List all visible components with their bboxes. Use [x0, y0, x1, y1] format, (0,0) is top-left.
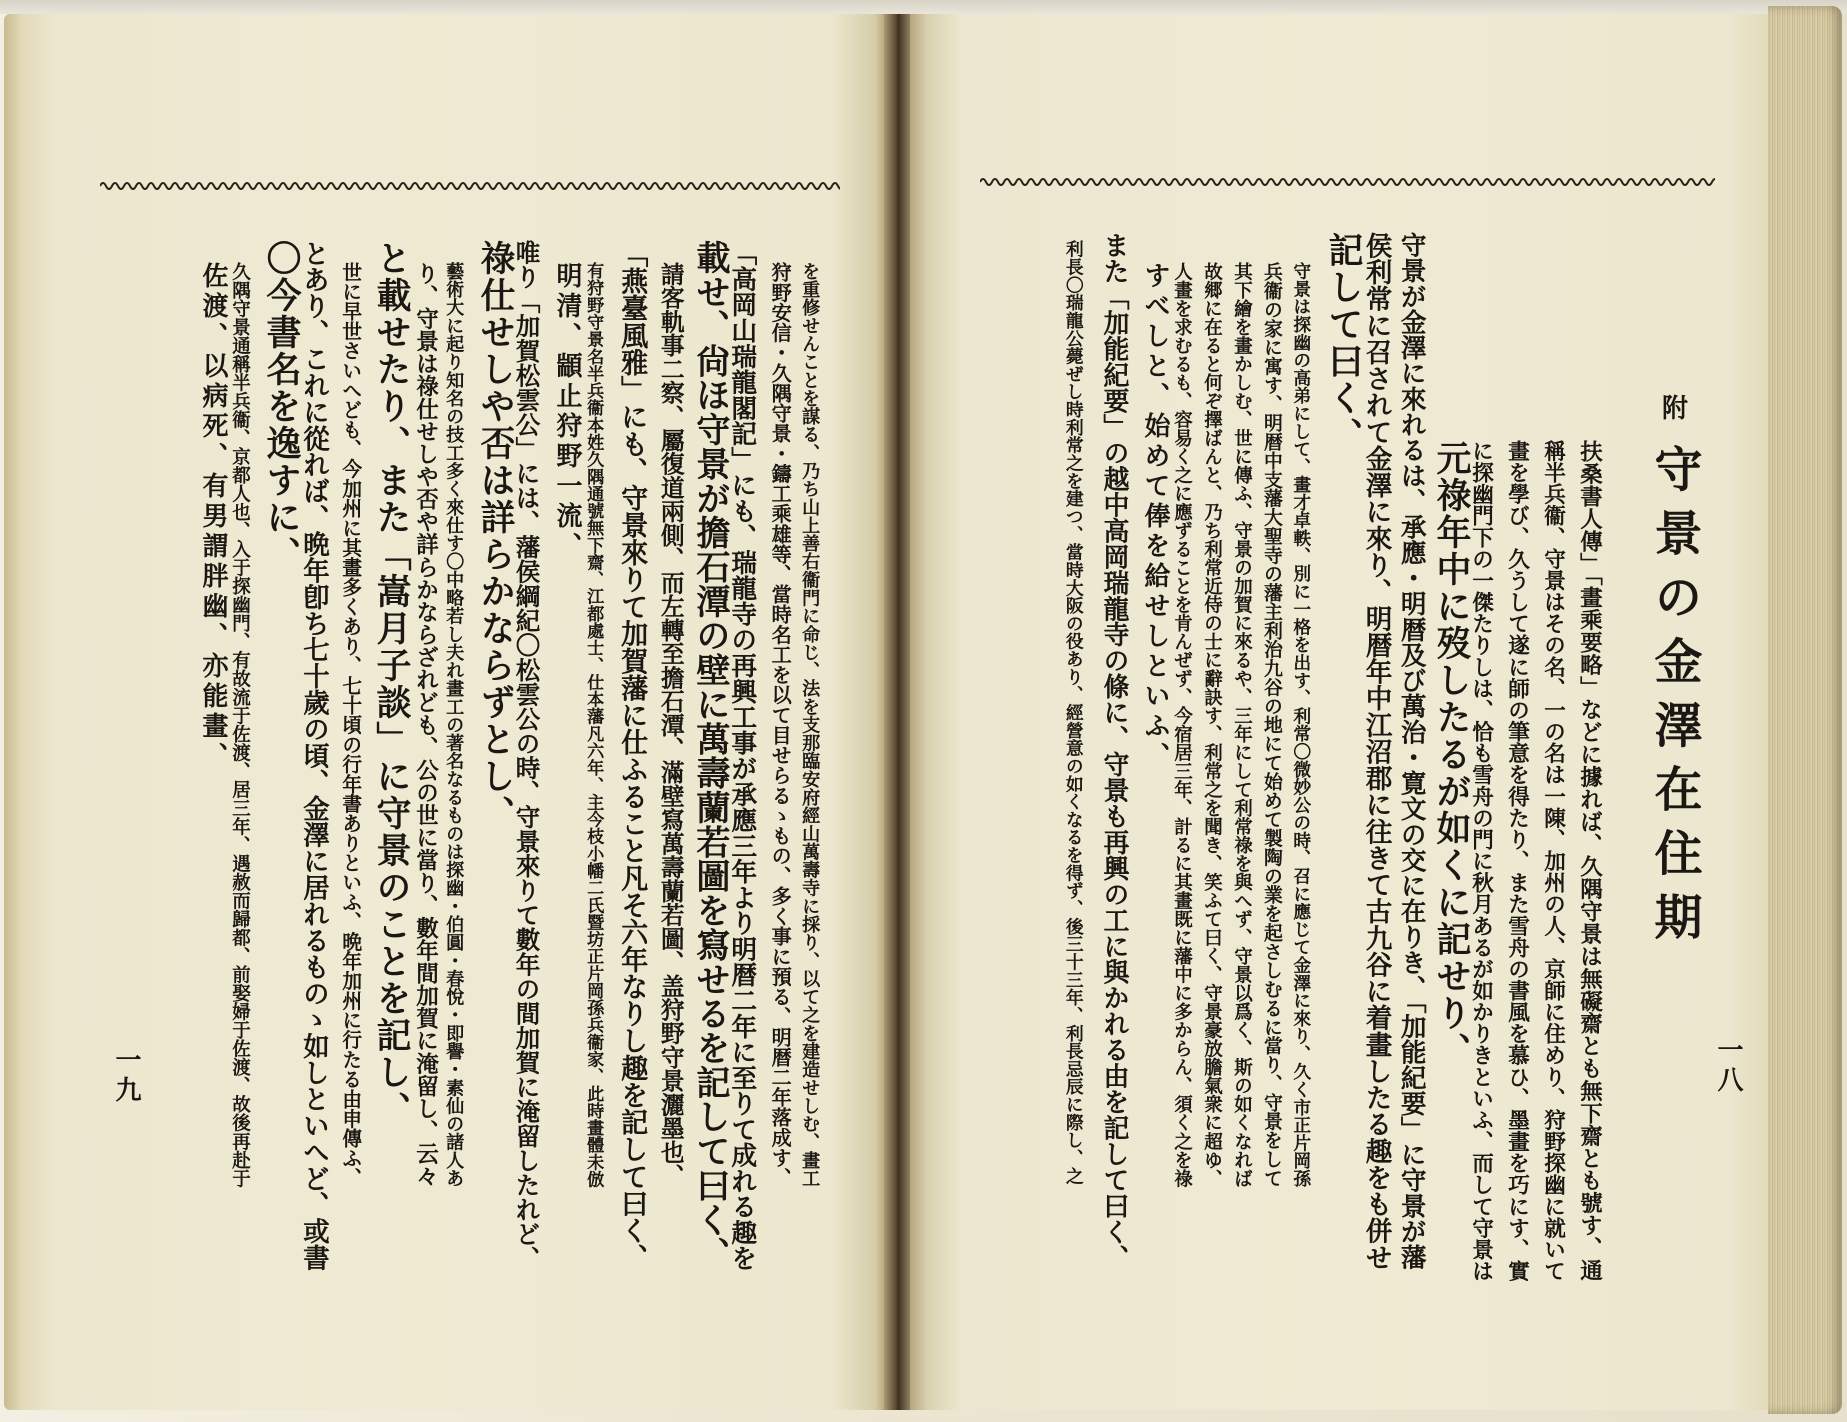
text-column: り、守景は祿仕せしや否や詳らかならざれども、公の世に當り、數年間加賀に淹留し、云々 — [412, 262, 439, 1188]
text-column: 侯利常に召されて金澤に來り、明暦年中江沼郡に往きて古九谷に着畫したる趣をも併せ — [1360, 232, 1392, 1271]
text-column: 祿仕せしや否は詳らかならずとし、 — [475, 240, 516, 832]
appendix-mark: 附 — [1662, 394, 1689, 424]
text-column: と載せたり、また「嵩月子談」に守景のことを記し、 — [371, 240, 412, 1128]
chapter-title: 守景の金澤在住期 — [1646, 444, 1702, 956]
text-column: また「加能紀要」の越中高岡瑞龍寺の條に、守景も再興の工に與かれる由を記して曰く、 — [1098, 232, 1129, 1271]
text-column: 利長〇瑞龍公薨ぜし時利常之を建つ、當時大阪の役あり、經營意の如くなるを得ず、後三十三年、利長忌辰に際し、之 — [1062, 240, 1084, 1185]
text-column: 元祿年中に歿したるが如くに記せり、 — [1431, 440, 1472, 1069]
left-header-rule — [100, 178, 840, 194]
text-column: を重修せんことを謀る、乃ち山上善右衞門に命じ、法を支那臨安府經山萬壽寺に採り、以て之を建造せしむ、畫工 — [799, 262, 821, 1188]
text-column: 狩野安信・久隅守景・鑄工乘雄等、當時名工を以て目せらるゝもの、多く事に預る、明暦二年落成す、 — [768, 262, 793, 1188]
text-column: 其下繪を畫かしむ、世に傳ふ、守景の加賀に來るや、三年にして利常祿を與へず、守景以爲く、斯の如くなれば — [1231, 262, 1253, 1188]
text-column: 藝術大に起り知名の技工多く來仕す〇中略若し夫れ畫工の著名なるものは探幽・伯圓・春悅・即譽・素仙の諸人あ — [443, 262, 465, 1188]
text-column: 「燕臺風雅」にも、守景來りて加賀藩に仕ふること凡そ六年なりし趣を記して曰く、 — [616, 240, 648, 1271]
text-column: 稱半兵衞、守景はその名、一の名は一陳、加州の人、京師に住めり、狩野探幽に就いて — [1540, 440, 1566, 1282]
text-column: 記して曰く、 — [1323, 232, 1364, 454]
text-column: 畫を學び、久うして遂に師の筆意を得たり、また雪舟の書風を慕ひ、墨畫を巧にす、實 — [1504, 440, 1530, 1282]
text-column: 有狩野守景名半兵衞本姓久隅通號無下齋、江都處士、仕本藩凡六年、主今枝小幡二氏暨坊正片岡孫兵衞家、此時畫體未倣 — [583, 262, 604, 1188]
text-column: すべしと、始めて俸を給せしといふ、 — [1140, 262, 1170, 772]
text-column: 守景が金澤に來れるは、承應・明暦及び萬治・寛文の交に在りき、「加能紀要」に守景が藩 — [1396, 232, 1427, 1270]
page-edges — [1768, 6, 1842, 1414]
text-column: 佐渡、以病死、有男謂胖幽、亦能畫、 — [198, 262, 228, 772]
text-column: とあり、これに從れば、晩年卽ち七十歲の頃、金澤に居れるものゝ如しといへど、或書 — [298, 240, 330, 1271]
text-column: 載せ、尙ほ守景が擔石潭の壁に萬壽蘭若圖を寫せるを記して曰く、 — [689, 240, 730, 1271]
text-column: 明清、顓止狩野一流、 — [552, 262, 582, 562]
text-column: 故郷に在ると何ぞ擇ばんと、乃ち利常近侍の士に辭訣す、利常之を聞き、笑ふて曰く、守景豪放膽氣衆に超ゆ、 — [1201, 262, 1223, 1188]
text-column: に探幽門下の一傑たりしは、恰も雪舟の門に秋月あるが如かりきといふ、而して守景は — [1468, 440, 1494, 1282]
right-header-rule — [980, 174, 1715, 190]
text-column: 〇今書名を逸すに、 — [261, 240, 302, 573]
scanner-edge — [0, 0, 1847, 14]
text-column: 兵衞の家に寓す、明暦中支藩大聖寺の藩主利治九谷の地にて始めて製陶の業を起さしむるに當り、守景をして — [1260, 262, 1283, 1188]
text-column: 久隅守景通稱半兵衞、京都人也、入于探幽門、有故流于佐渡、居三年、遇赦而歸都、前娶婦于佐渡、故後再赴于 — [229, 262, 251, 1188]
page-number-right: 一八 — [1713, 1036, 1743, 1096]
text-column: 扶桑書人傳」「畫乘要略」などに據れば、久隅守景は無礙齋とも無下齋とも號す、通 — [1576, 440, 1603, 1282]
book-gutter — [884, 14, 910, 1410]
text-column: 請客軌事二察、屬復道兩側、而左轉至擔石潭、滿壁寫萬壽蘭若圖、盖狩野守景灑墨也、 — [656, 262, 685, 1188]
text-column: 人畫を求むるも、容易く之に應ずることを肯んぜず、今宿居三年、計るに其畫既に藩中に多からん、須く之を祿 — [1171, 262, 1193, 1188]
text-column: 世に早世さいへども、今加州に其畫多くあり、七十頃の行年書ありといふ、晩年加州に行たる由申傳ふ、 — [338, 262, 362, 1188]
text-column: 守景は探幽の高弟にして、畫才卓軼、別に一格を出す、利常〇微妙公の時、召に應じて金澤に來り、久く市正片岡孫 — [1290, 262, 1312, 1188]
text-column: 唯り「加賀松雲公」には、藩侯綱紀〇松雲公の時、守景來りて數年の間加賀に淹留したれど、 — [512, 240, 542, 1271]
page-number-left: 一九 — [111, 1046, 141, 1106]
text-column: 「高岡山瑞龍閣記」にも、瑞龍寺の再興工事が承應三年より明暦二年に至りて成れる趣を — [726, 240, 757, 1271]
